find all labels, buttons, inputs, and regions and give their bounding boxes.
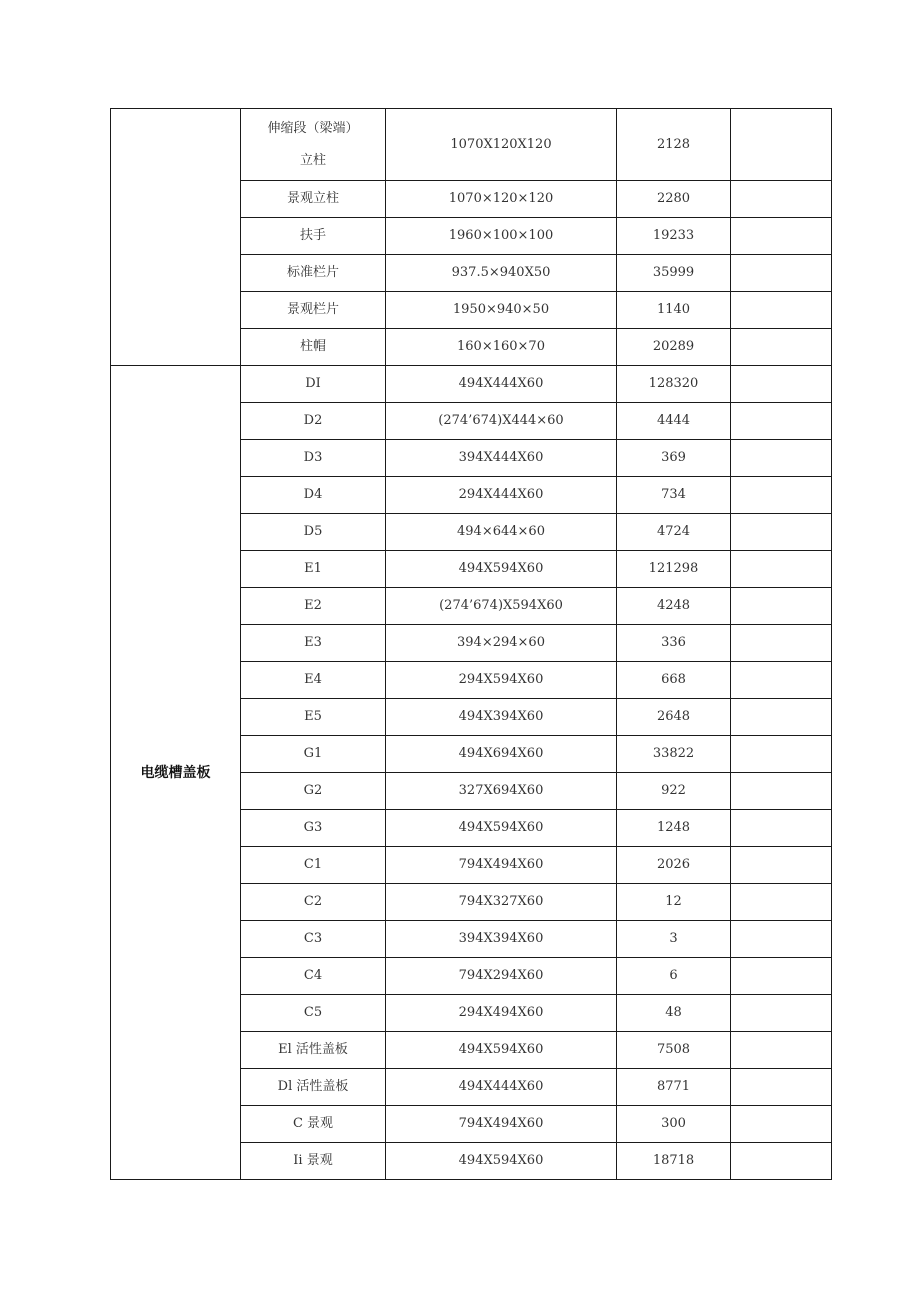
note-cell: [731, 1106, 832, 1143]
spec-cell: 394×294×60: [386, 625, 617, 662]
spec-cell: 494X694X60: [386, 736, 617, 773]
name-cell: [241, 109, 386, 181]
name-cell: E2: [241, 588, 386, 625]
name-cell: C4: [241, 958, 386, 995]
qty-cell: 2026: [617, 847, 731, 884]
note-cell: [731, 699, 832, 736]
spec-cell: 1950×940×50: [386, 292, 617, 329]
spec-cell: 294X494X60: [386, 995, 617, 1032]
note-cell: [731, 514, 832, 551]
name-cell: C3: [241, 921, 386, 958]
name-cell: El 活性盖板: [241, 1032, 386, 1069]
qty-cell: 6: [617, 958, 731, 995]
note-cell: [731, 736, 832, 773]
name-cell: DI: [241, 366, 386, 403]
qty-cell: 3: [617, 921, 731, 958]
note-cell: [731, 292, 832, 329]
name-cell: 景观栏片: [241, 292, 386, 329]
note-cell: [731, 662, 832, 699]
qty-cell: 668: [617, 662, 731, 699]
note-cell: [731, 1143, 832, 1180]
spec-cell: 1070X120X120: [386, 109, 617, 181]
name-cell: C1: [241, 847, 386, 884]
name-line: 伸缩段（梁端）: [267, 120, 359, 136]
name-cell: E5: [241, 699, 386, 736]
qty-cell: 922: [617, 773, 731, 810]
spec-cell: 394X444X60: [386, 440, 617, 477]
name-cell: E4: [241, 662, 386, 699]
name-cell: 标准栏片: [241, 255, 386, 292]
note-cell: [731, 588, 832, 625]
spec-cell: 494X394X60: [386, 699, 617, 736]
spec-cell: 394X394X60: [386, 921, 617, 958]
name-cell: G1: [241, 736, 386, 773]
table-row: [111, 366, 832, 403]
qty-cell: 8771: [617, 1069, 731, 1106]
note-cell: [731, 329, 832, 366]
name-cell: 柱帽: [241, 329, 386, 366]
qty-cell: 18718: [617, 1143, 731, 1180]
spec-cell: (274’674)X594X60: [386, 588, 617, 625]
name-cell: C5: [241, 995, 386, 1032]
note-cell: [731, 847, 832, 884]
category-cell: 电缆槽盖板: [111, 366, 241, 1180]
qty-cell: 4248: [617, 588, 731, 625]
qty-cell: 4724: [617, 514, 731, 551]
qty-cell: 300: [617, 1106, 731, 1143]
note-cell: [731, 551, 832, 588]
qty-cell: 35999: [617, 255, 731, 292]
spec-cell: 494X594X60: [386, 1032, 617, 1069]
spec-cell: 494X594X60: [386, 810, 617, 847]
note-cell: [731, 625, 832, 662]
qty-cell: 2128: [617, 109, 731, 181]
note-cell: [731, 884, 832, 921]
note-cell: [731, 1032, 832, 1069]
spec-cell: 1070×120×120: [386, 181, 617, 218]
spec-cell: 294X594X60: [386, 662, 617, 699]
name-cell: D4: [241, 477, 386, 514]
qty-cell: 2648: [617, 699, 731, 736]
note-cell: [731, 995, 832, 1032]
qty-cell: 12: [617, 884, 731, 921]
note-cell: [731, 921, 832, 958]
spec-cell: 794X327X60: [386, 884, 617, 921]
qty-cell: 128320: [617, 366, 731, 403]
note-cell: [731, 181, 832, 218]
qty-cell: 734: [617, 477, 731, 514]
spec-cell: 160×160×70: [386, 329, 617, 366]
name-cell: G2: [241, 773, 386, 810]
note-cell: [731, 109, 832, 181]
name-cell: E3: [241, 625, 386, 662]
spec-cell: 937.5×940X50: [386, 255, 617, 292]
qty-cell: 19233: [617, 218, 731, 255]
name-cell: D2: [241, 403, 386, 440]
name-cell: Dl 活性盖板: [241, 1069, 386, 1106]
qty-cell: 4444: [617, 403, 731, 440]
qty-cell: 20289: [617, 329, 731, 366]
spec-cell: 794X494X60: [386, 1106, 617, 1143]
name-cell: 扶手: [241, 218, 386, 255]
qty-cell: 33822: [617, 736, 731, 773]
spec-cell: 494X444X60: [386, 366, 617, 403]
qty-cell: 7508: [617, 1032, 731, 1069]
spec-cell: 794X494X60: [386, 847, 617, 884]
note-cell: [731, 810, 832, 847]
name-cell: G3: [241, 810, 386, 847]
note-cell: [731, 403, 832, 440]
note-cell: [731, 366, 832, 403]
name-cell: C2: [241, 884, 386, 921]
component-spec-table: [110, 108, 832, 1180]
note-cell: [731, 218, 832, 255]
qty-cell: 369: [617, 440, 731, 477]
name-cell: E1: [241, 551, 386, 588]
note-cell: [731, 1069, 832, 1106]
name-cell: Ii 景观: [241, 1143, 386, 1180]
qty-cell: 1140: [617, 292, 731, 329]
spec-cell: 327X694X60: [386, 773, 617, 810]
category-cell: [111, 109, 241, 366]
note-cell: [731, 440, 832, 477]
spec-cell: 1960×100×100: [386, 218, 617, 255]
note-cell: [731, 773, 832, 810]
table-body: [111, 109, 832, 1180]
spec-cell: 494X594X60: [386, 551, 617, 588]
spec-cell: 494×644×60: [386, 514, 617, 551]
name-cell: 景观立柱: [241, 181, 386, 218]
name-cell: C 景观: [241, 1106, 386, 1143]
qty-cell: 1248: [617, 810, 731, 847]
note-cell: [731, 477, 832, 514]
spec-cell: 494X444X60: [386, 1069, 617, 1106]
qty-cell: 121298: [617, 551, 731, 588]
table-row: [111, 109, 832, 181]
spec-cell: (274’674)X444×60: [386, 403, 617, 440]
name-cell: D5: [241, 514, 386, 551]
qty-cell: 2280: [617, 181, 731, 218]
qty-cell: 336: [617, 625, 731, 662]
note-cell: [731, 958, 832, 995]
spec-cell: 794X294X60: [386, 958, 617, 995]
spec-cell: 294X444X60: [386, 477, 617, 514]
name-line: 立柱: [299, 152, 326, 168]
name-cell: D3: [241, 440, 386, 477]
spec-cell: 494X594X60: [386, 1143, 617, 1180]
qty-cell: 48: [617, 995, 731, 1032]
note-cell: [731, 255, 832, 292]
